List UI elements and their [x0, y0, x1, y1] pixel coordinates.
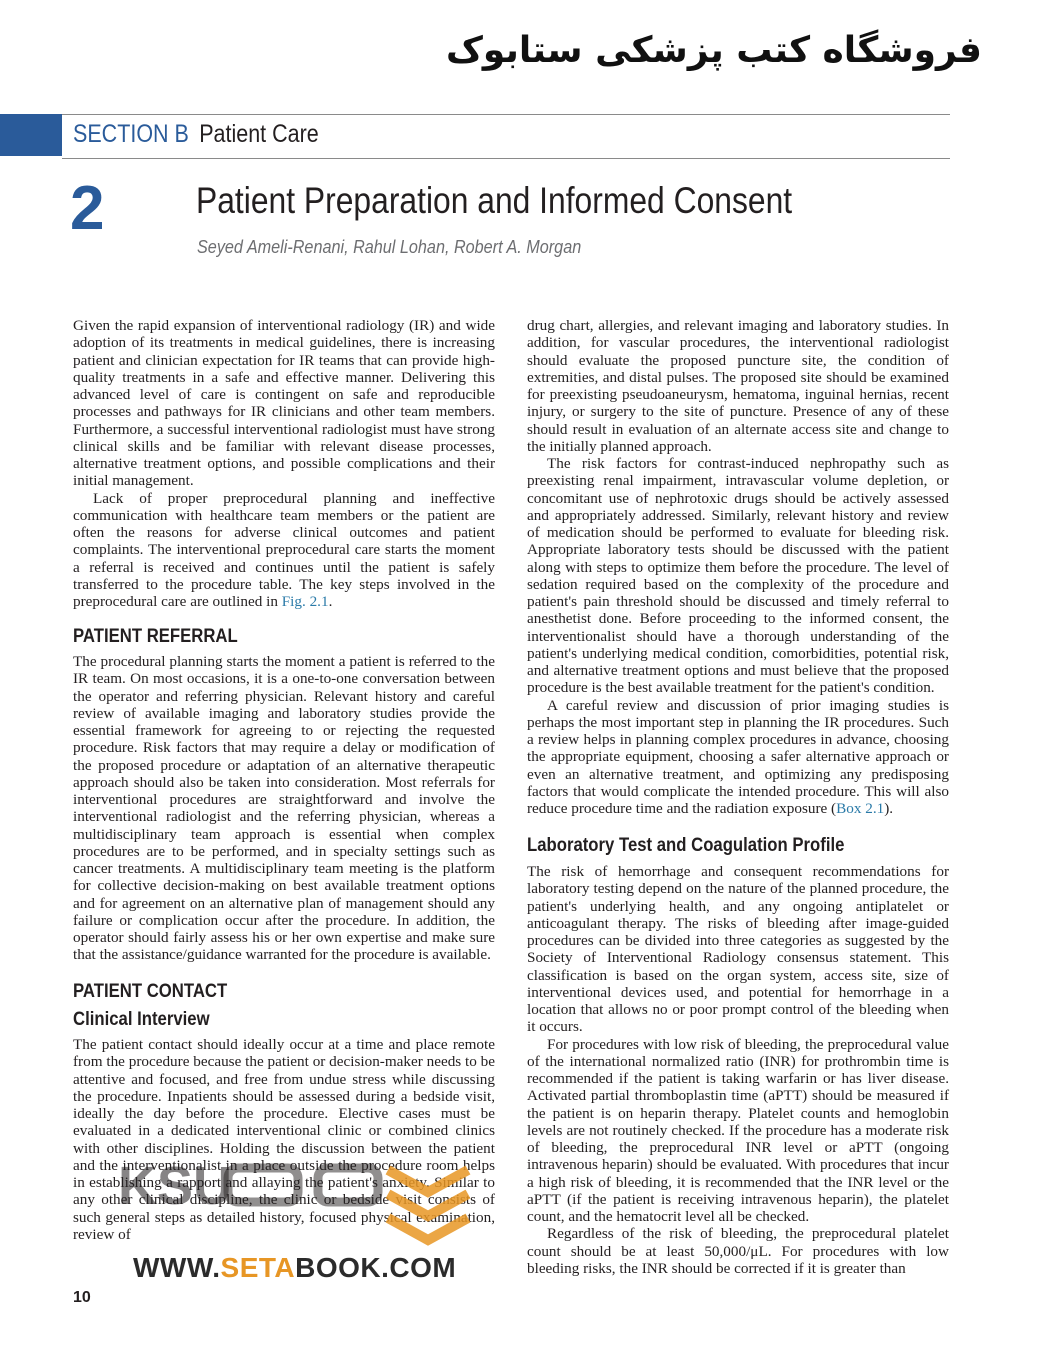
paragraph	[527, 697, 949, 818]
paragraph-text: Lack of proper preprocedural planning and ineffective communication with healthcare team members or the patient are often the reasons for adverse clinical outcomes and patient complaints. The interventional preprocedural care starts the moment a referral is received and continues until the patient is safely transferred to the procedure table. The key steps involved in the preprocedural care are outlined in	[73, 489, 495, 610]
section-header	[73, 120, 319, 149]
store-banner: فروشگاه کتب پزشکی ستابوک	[445, 30, 982, 71]
paragraph: For procedures with low risk of bleeding, the preprocedural value of the international normalized ratio (INR) for prothrombin time is recommended if the patient is taking warfarin or has liver disease. Activated partial thromboplastin time (aPTT) should be measured if the patient is on heparin therapy. Platelet counts and hemoglobin levels are not routinely checked. If the procedure has a moderate risk of bleeding, the preprocedural INR level or aPTT (ongoing intravenous heparin) should be evaluated. With procedures that incur a high risk of bleeding, it is recommended that the INR level or the aPTT (if the patient is receiving intravenous heparin), the platelet count, and the hematocrit level all be checked.	[527, 1035, 949, 1226]
section-color-block	[0, 114, 62, 156]
watermark-url-part: WWW.	[133, 1252, 221, 1283]
left-column	[73, 317, 495, 1243]
section-name: Patient Care	[199, 120, 319, 148]
heading-laboratory-test: Laboratory Test and Coagulation Profile	[527, 835, 845, 857]
paragraph: Given the rapid expansion of interventional radiology (IR) and wide adoption of its treatments in medical guidelines, there is increasing patient and clinician expectation for IR teams that can provide high-quality treatments in a safe and effective manner. Delivering this advanced level of care is contingent on safe and reproducible processes and pathways for IR clinicians and other team members. Furthermore, a successful interventional radiologist must have strong clinical skills and be familiar with relevant disease processes, alternative treatment options, and possible complications and their initial management.	[73, 317, 495, 490]
heading-clinical-interview: Clinical Interview	[73, 1009, 210, 1031]
watermark-logo-text: KSU	[118, 1156, 233, 1216]
figure-link[interactable]: Fig. 2.1	[281, 593, 329, 610]
paragraph: The patient contact should ideally occur at a time and place remote from the procedure because the patient or decision-maker needs to be attentive and focused, and free from undue stress while discussing the procedure. Inpatients should be assessed during a bedside visit, ideally the day before the procedure. Elective cases must be evaluated in a dedicated interventional clinic or combined clinics with other disciplines. Holding the discussion between the patient and the interventionalist in a place outside the procedure room helps in establishing a rapport and allaying the patient's anxiety. Similar to any other clinical discipline, the clinic or bedside visit consists of such general steps as detailed history, focused physical examination, review of	[73, 1036, 495, 1243]
header-rule-top	[62, 114, 950, 115]
paragraph-text: .	[328, 593, 333, 610]
paragraph: The risk factors for contrast-induced nephropathy such as preexisting renal impairment, intravascular volume depletion, or concomitant use of nephrotoxic drugs should be actively assessed and appropriately addressed. Similarly, relevant history and review of medication should be performed to evaluate for bleeding risk. Appropriate laboratory tests should be discussed with the patient along with steps to optimize them before the procedure. The level of sedation required based on the complexity of the procedure and patient's pain threshold should be discussed and timely referral to anesthetist done. Before proceeding to the informed consent, the interventionalist should have a thorough understanding of the patient's underlying medical condition, comorbidities, potential risk, and alternative treatment options and must believe that the proposed procedure is the best available treatment for the patient's condition.	[527, 455, 949, 697]
chapter-authors: Seyed Ameli-Renani, Rahul Lohan, Robert A. Morgan	[197, 237, 582, 257]
chapter-title: Patient Preparation and Informed Consent	[196, 180, 793, 221]
paragraph	[73, 490, 495, 611]
paragraph: The procedural planning starts the moment a patient is referred to the IR team. On most occasions, it is a one-to-one conversation between the operator and referring physician. Relevant history and careful review of available imaging and laboratory studies provide the essential framework for agreeing to or rejecting the requested procedure. Risk factors that may require a delay or modification of the proposed procedure or adaptation of an alternative therapeutic approach should also be taken into consideration. Most referrals for interventional procedures are straightforward and involve the interventional radiologist and the referring physician, whereas a multidisciplinary team approach is essential when complex procedures are to be performed, and in specialty settings such as cancer treatments. A multidisciplinary team meeting is the platform for collective decision-making on best available treatment options and for agreement on an alternative plan of management should any failure or complication occur after the procedure. In addition, the operator should fairly assess his or her own expertise and make sure that the assistance/guidance warranted for the procedure is available.	[73, 653, 495, 964]
heading-patient-referral: PATIENT REFERRAL	[73, 626, 238, 648]
watermark-url	[133, 1252, 456, 1284]
chapter-number: 2	[70, 174, 105, 243]
paragraph-text: ).	[884, 800, 894, 817]
watermark-url-part: SETA	[220, 1252, 296, 1283]
paragraph: Regardless of the risk of bleeding, the preprocedural platelet count should be at least 50,000/μL. For procedures with low bleeding risks, the INR should be corrected if it is greater than	[527, 1225, 949, 1277]
paragraph: drug chart, allergies, and relevant imaging and laboratory studies. In addition, for vascular procedures, the interventional radiologist should evaluate the proposed puncture site, the condition of extremities, and distal pulses. The proposed site should be examined for preexisting pseudoaneurysm, hematoma, inguinal hernias, recent injury, or surgery to the site of puncture. Presence of any of these should result in evaluation of an alternate access site and change to the initially planned approach.	[527, 317, 949, 455]
heading-patient-contact: PATIENT CONTACT	[73, 980, 228, 1002]
paragraph: The risk of hemorrhage and consequent recommendations for laboratory testing depend on the nature of the planned procedure, the patient's underlying health, and any ongoing antiplatelet or anticoagulant therapy. The risks of bleeding after image-guided procedures can be divided into three categories as suggested by the Society of Interventional Radiology consensus statement. This classification is based on the organ system, access site, size of interventional devices used, and potential for hemorrhage in a location that allows no or poor prompt control of the bleeding when it occurs.	[527, 863, 949, 1036]
watermark-url-part: BOOK.COM	[295, 1252, 457, 1283]
right-column	[527, 317, 949, 1277]
section-code: SECTION B	[73, 120, 189, 148]
page-number: 10	[73, 1289, 91, 1306]
header-rule-bottom	[62, 158, 950, 159]
paragraph-text: A careful review and discussion of prior imaging studies is perhaps the most important step in planning the IR procedures. Such a review helps in planning complex procedures in advance, choosing the appropriate equipment, choosing a safer alternative approach or even an alternative treatment, and optimizing any predisposing factors that would complicate the intended procedure. This will also reduce procedure time and the radiation exposure (	[527, 696, 949, 817]
box-link[interactable]: Box 2.1	[836, 800, 885, 817]
